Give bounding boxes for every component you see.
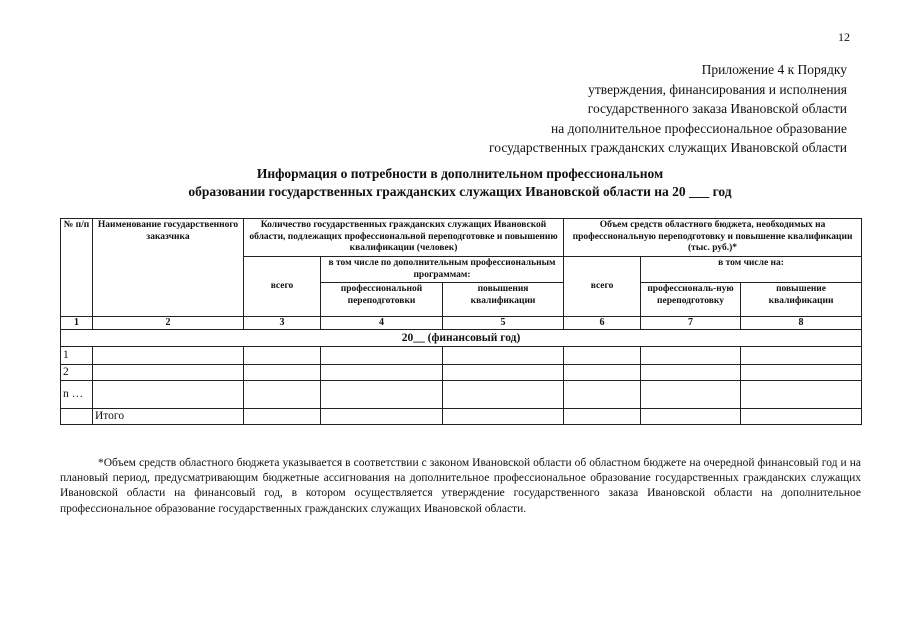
cell [641,365,741,381]
header-budget-retraining: профессиональ-ную переподготовку [641,283,741,317]
row-name-total: Итого [93,409,244,425]
table-row [61,347,862,365]
header-count-retraining: профессиональной переподготовки [321,283,443,317]
column-number: 3 [244,317,321,330]
row-num: 1 [61,347,93,365]
appendix-line: государственного заказа Ивановской области [587,101,847,116]
cell [641,381,741,409]
header-budget-sub: в том числе на: [641,257,862,283]
cell [244,381,321,409]
cell [321,347,443,365]
cell [244,365,321,381]
table-row [61,381,862,409]
fiscal-year-row: 20__ (финансовый год) [61,330,862,347]
header-count-qualification: повышения квалификации [443,283,564,317]
title-line-2: образовании государственных гражданских служащих Ивановской области на 20 ___ год [188,184,732,199]
needs-table [60,218,862,425]
cell [564,381,641,409]
header-budget-group: Объем средств областного бюджета, необходимых на профессиональную переподготовку и повышение квалификации (тыс. руб.)* [564,219,862,257]
row-num: n … [61,381,93,409]
column-number: 2 [93,317,244,330]
cell [244,409,321,425]
appendix-line: утверждения, финансирования и исполнения [588,81,847,97]
cell [741,381,862,409]
header-num: № п/п [61,219,93,317]
cell [321,365,443,381]
header-count-group: Количество государственных гражданских служащих Ивановской области, подлежащих профессиональной переподготовке и повышению квалификации (человек) [244,219,564,257]
page-number: 12 [838,30,850,44]
cell [641,347,741,365]
appendix-line: на дополнительное профессиональное образование [551,120,847,136]
footnote: *Объем средств областного бюджета указывается в соответствии с законом Ивановской области об областном бюджете на очередной финансовый год и на плановый период, предусматривающим бюджетные ассигнования на дополнительное профессиональное образование государственных гражданских служащих Ивановской области на финансовый год, в котором осуществляется утверждение государственного заказа Ивановской области на дополнительное профессиональное образование государственных гражданских служащих Ивановской области. [60,457,861,515]
cell [741,347,862,365]
cell [443,365,564,381]
header-budget-total: всего [564,257,641,317]
cell [564,409,641,425]
document-title [60,165,860,201]
cell [321,381,443,409]
header-customer: Наименование государственного заказчика [93,219,244,317]
column-number: 4 [321,317,443,330]
appendix-line: Приложение 4 к Порядку [701,62,847,77]
cell [741,365,862,381]
cell [244,347,321,365]
cell [443,409,564,425]
row-name [93,365,244,381]
cell [443,381,564,409]
row-num: 2 [61,365,93,381]
title-line-1: Информация о потребности в дополнительном профессиональном [256,166,664,181]
cell [564,365,641,381]
column-number: 5 [443,317,564,330]
column-number: 7 [641,317,741,330]
table-row [61,365,862,381]
appendix-line: государственных гражданских служащих Ивановской области [489,140,847,155]
cell [641,409,741,425]
row-name [93,347,244,365]
column-number: 1 [61,317,93,330]
table-row-total [61,409,862,425]
cell [443,347,564,365]
column-number: 6 [564,317,641,330]
appendix-header [367,60,847,158]
column-number: 8 [741,317,862,330]
header-count-sub: в том числе по дополнительным профессиональным программам: [321,257,564,283]
cell [321,409,443,425]
header-budget-qualification: повышение квалификации [741,283,862,317]
row-num [61,409,93,425]
cell [564,347,641,365]
header-count-total: всего [244,257,321,317]
row-name [93,381,244,409]
cell [741,409,862,425]
